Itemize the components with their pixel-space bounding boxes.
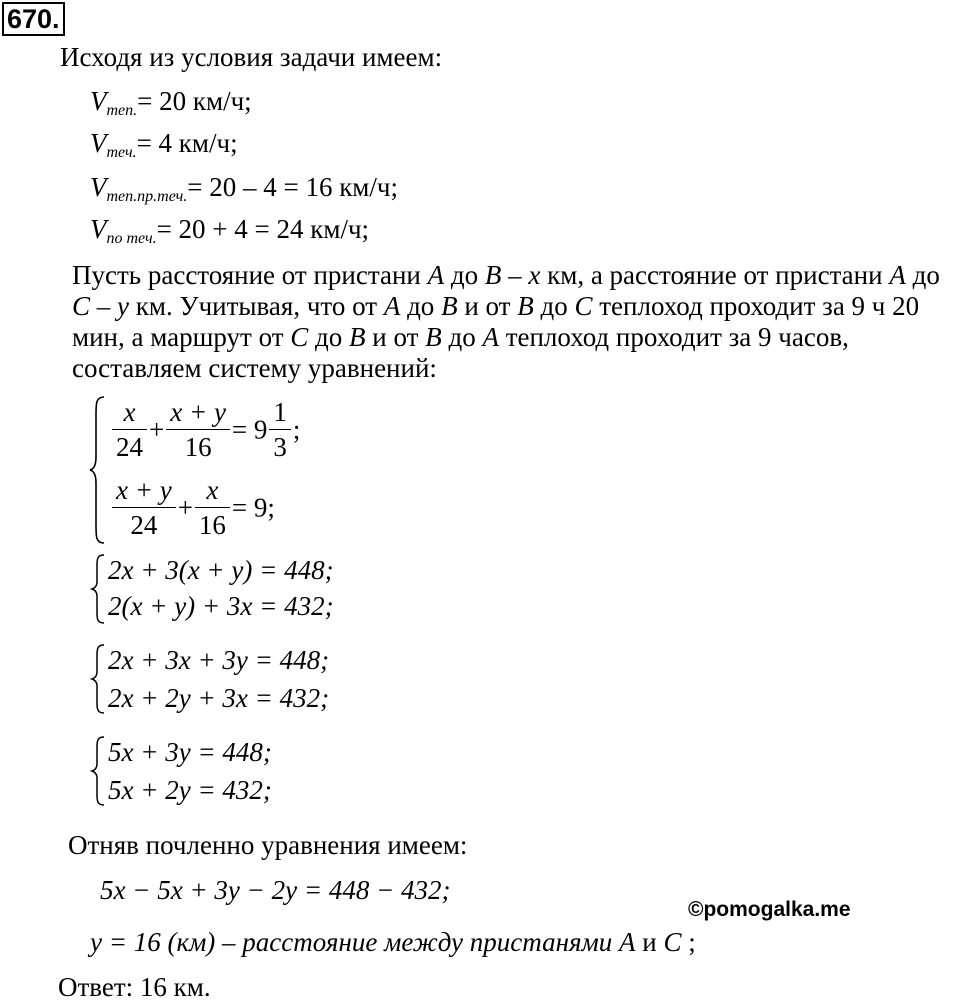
subtract-equation: 5x − 5x + 3y − 2y = 448 − 432;: [100, 875, 451, 905]
system-2-eq-1: 2x + 3(x + y) = 448;: [108, 555, 334, 585]
given-speed-ship: $V_{теп.}= 20$ км/ч;: [90, 86, 252, 119]
system-3-eq-1: 2x + 3x + 3y = 448;: [108, 645, 330, 675]
intro-text: Исходя из условия задачи имеем:: [60, 42, 443, 72]
system-3-eq-2: 2x + 2y + 3x = 432;: [108, 683, 330, 713]
paragraph-line-4: составляем систему уравнений:: [72, 353, 437, 383]
given-speed-current: $V_{теч.}= 4$ км/ч;: [90, 128, 238, 161]
answer: Ответ: 16 км.: [58, 972, 211, 1002]
brace-icon: [88, 395, 106, 545]
system-4-eq-1: 5x + 3y = 448;: [108, 737, 272, 767]
system-2-eq-2: 2(x + y) + 3x = 432;: [108, 591, 334, 621]
result-line: y = 16 (км) – расстояние между пристанями A и C ;: [90, 927, 696, 957]
brace-icon: [90, 553, 106, 625]
system-1-eq-1: $\frac{x}{24}$ + $\frac{x + y}{16}$ = 9 $\frac{1}{3}$ ;: [110, 395, 300, 464]
brace-icon: [90, 735, 106, 807]
watermark: ©pomogalka.me: [688, 898, 851, 921]
problem-number: 670.: [2, 2, 65, 36]
given-speed-downstream: $V_{по теч.}= 20 + 4 = 24$ км/ч;: [90, 214, 370, 247]
system-4-eq-2: 5x + 2y = 432;: [108, 775, 272, 805]
given-speed-upstream: $V_{теп.пр.теч.}= 20 - 4 = 16$ км/ч;: [90, 172, 398, 205]
brace-icon: [90, 643, 106, 715]
paragraph-line-1: Пусть расстояние от пристани A до B – x км, а расстояние от пристани A до: [72, 260, 940, 290]
subtract-text: Отняв почленно уравнения имеем:: [68, 830, 468, 860]
system-1-eq-2: $\frac{x + y}{24}$ + $\frac{x}{16}$ = 9;: [110, 473, 275, 542]
paragraph-line-3: мин, а маршрут от C до B и от B до A теплоход проходит за 9 часов,: [72, 322, 849, 352]
paragraph-line-2: C – y км. Учитывая, что от A до B и от B до C теплоход проходит за 9 ч 20: [72, 291, 920, 321]
